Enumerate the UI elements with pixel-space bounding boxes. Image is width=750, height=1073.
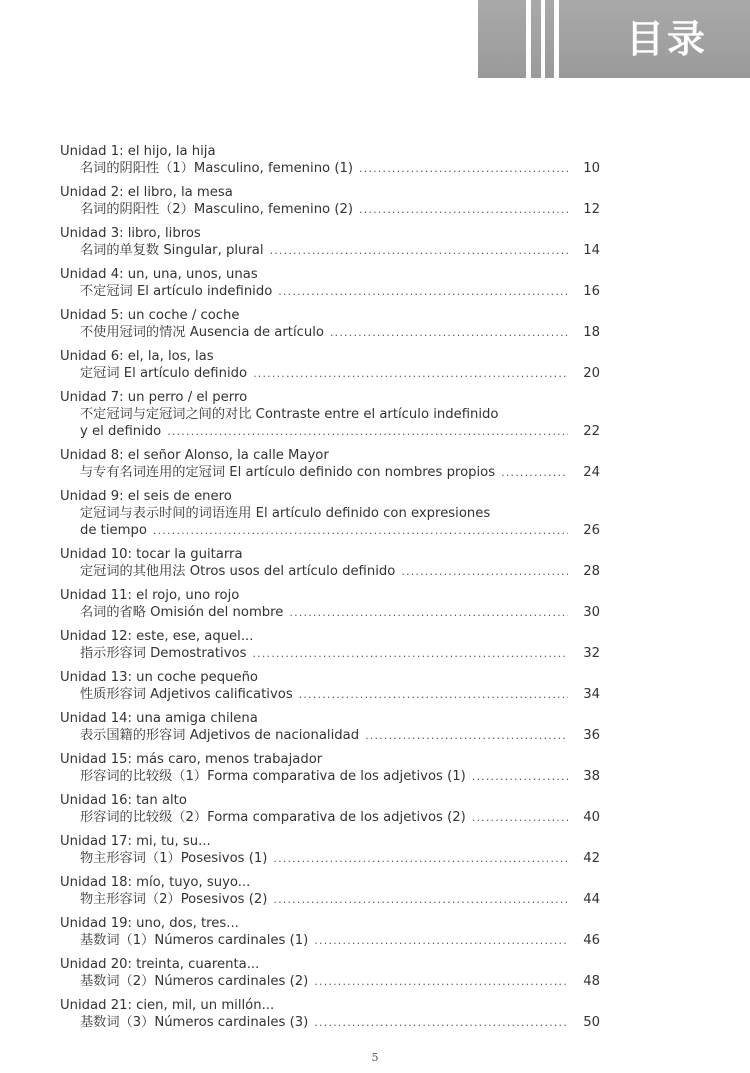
toc-entry[interactable] <box>60 751 600 785</box>
toc-entry[interactable] <box>60 669 600 703</box>
toc-page-number: 24 <box>583 465 600 480</box>
header-stripe <box>526 0 531 78</box>
toc-subtitle-text: 名词的阴阳性（2）Masculino, femenino (2) <box>80 202 354 217</box>
toc-subtitle-line <box>60 973 600 990</box>
dot-leader <box>359 160 568 177</box>
toc-entry[interactable] <box>60 488 600 539</box>
toc-page-number: 12 <box>583 202 600 217</box>
toc-entry[interactable] <box>60 389 600 440</box>
toc-page-number: 46 <box>583 933 600 948</box>
header-stripe <box>541 0 545 78</box>
dot-leader <box>330 324 568 341</box>
toc-unit-title: Unidad 2: el libro, la mesa <box>60 185 233 200</box>
toc-unit-title: Unidad 12: este, ese, aquel... <box>60 629 254 644</box>
toc-page-number: 48 <box>583 974 600 989</box>
toc-entry[interactable] <box>60 225 600 259</box>
toc-unit-title: Unidad 21: cien, mil, un millón... <box>60 998 275 1013</box>
toc-subtitle-line <box>60 406 600 423</box>
toc-entry[interactable] <box>60 956 600 990</box>
toc-subtitle-line <box>60 850 600 867</box>
toc-unit-title: Unidad 5: un coche / coche <box>60 308 240 323</box>
toc-subtitle-text: de tiempo <box>80 523 147 538</box>
toc-subtitle-text: 基数词（1）Números cardinales (1) <box>80 933 309 948</box>
toc-subtitle-line <box>60 242 600 259</box>
toc-page-number: 50 <box>583 1015 600 1030</box>
toc-subtitle-line <box>60 464 600 481</box>
toc-subtitle-text: 名词的单复数 Singular, plural <box>80 243 264 258</box>
toc-page-number: 16 <box>583 284 600 299</box>
dot-leader <box>167 423 568 440</box>
toc-page-number: 14 <box>583 243 600 258</box>
dot-leader <box>273 850 568 867</box>
toc-subtitle-text: 性质形容词 Adjetivos calificativos <box>80 687 293 702</box>
dot-leader <box>289 604 568 621</box>
toc-entry[interactable] <box>60 307 600 341</box>
toc-page-number: 28 <box>583 564 600 579</box>
toc-subtitle-text: 名词的省略 Omisión del nombre <box>80 605 284 620</box>
toc-subtitle-text: y el definido <box>80 424 162 439</box>
toc-entry[interactable] <box>60 833 600 867</box>
toc-subtitle-text: 不使用冠词的情况 Ausencia de artículo <box>80 325 324 340</box>
toc-subtitle-text: 不定冠词 El artículo indefinido <box>80 284 273 299</box>
toc-subtitle-line <box>60 768 600 785</box>
toc-page-number: 34 <box>583 687 600 702</box>
dot-leader <box>273 891 568 908</box>
toc-subtitle-text: 物主形容词（2）Posesivos (2) <box>80 892 268 907</box>
toc-subtitle-line <box>60 645 600 662</box>
toc-subtitle-text: 指示形容词 Demostrativos <box>80 646 247 661</box>
toc-unit-title: Unidad 6: el, la, los, las <box>60 349 214 364</box>
toc-unit-title: Unidad 10: tocar la guitarra <box>60 547 243 562</box>
toc-subtitle-text: 不定冠词与定冠词之间的对比 Contraste entre el artículo indefinido <box>80 407 499 422</box>
toc-entry[interactable] <box>60 792 600 826</box>
toc-unit-title: Unidad 1: el hijo, la hija <box>60 144 216 159</box>
toc-unit-title: Unidad 4: un, una, unos, unas <box>60 267 258 282</box>
dot-leader <box>359 201 568 218</box>
toc-entry[interactable] <box>60 266 600 300</box>
toc-unit-title: Unidad 11: el rojo, uno rojo <box>60 588 240 603</box>
toc-subtitle-text: 基数词（2）Números cardinales (2) <box>80 974 309 989</box>
toc-entry[interactable] <box>60 184 600 218</box>
toc-unit-title: Unidad 20: treinta, cuarenta... <box>60 957 260 972</box>
toc-page-number: 20 <box>583 366 600 381</box>
dot-leader <box>278 283 568 300</box>
dot-leader <box>365 727 568 744</box>
toc-unit-title: Unidad 7: un perro / el perro <box>60 390 248 405</box>
toc-subtitle-line <box>60 505 600 522</box>
toc-subtitle-text: 表示国籍的形容词 Adjetivos de nacionalidad <box>80 728 360 743</box>
toc-page-number: 36 <box>583 728 600 743</box>
toc-unit-title: Unidad 14: una amiga chilena <box>60 711 258 726</box>
toc-unit-title: Unidad 17: mi, tu, su... <box>60 834 211 849</box>
dot-leader <box>299 686 568 703</box>
toc-page-number: 32 <box>583 646 600 661</box>
toc-unit-title: Unidad 16: tan alto <box>60 793 187 808</box>
page-title: 目录 <box>625 17 708 61</box>
toc-unit-title: Unidad 13: un coche pequeño <box>60 670 258 685</box>
toc-subtitle-line <box>60 604 600 621</box>
toc-entry[interactable] <box>60 348 600 382</box>
toc-page-number: 42 <box>583 851 600 866</box>
toc-page-number: 30 <box>583 605 600 620</box>
toc-entry[interactable] <box>60 628 600 662</box>
dot-leader <box>153 522 568 539</box>
toc-entry[interactable] <box>60 710 600 744</box>
header-stripe <box>554 0 559 78</box>
toc-unit-title: Unidad 19: uno, dos, tres... <box>60 916 239 931</box>
toc-subtitle-text: 物主形容词（1）Posesivos (1) <box>80 851 268 866</box>
dot-leader <box>252 645 568 662</box>
toc-unit-title: Unidad 18: mío, tuyo, suyo... <box>60 875 251 890</box>
dot-leader <box>314 932 568 949</box>
table-of-contents <box>60 143 600 1038</box>
toc-subtitle-line <box>60 686 600 703</box>
toc-entry[interactable] <box>60 143 600 177</box>
toc-page-number: 40 <box>583 810 600 825</box>
toc-entry[interactable] <box>60 997 600 1031</box>
toc-subtitle-text: 与专有名词连用的定冠词 El artículo definido con nombres propios <box>80 465 496 480</box>
toc-page-number: 44 <box>583 892 600 907</box>
dot-leader <box>401 563 568 580</box>
toc-subtitle-line <box>60 423 600 440</box>
toc-subtitle-line <box>60 324 600 341</box>
toc-page-number: 10 <box>583 161 600 176</box>
dot-leader <box>472 768 568 785</box>
dot-leader <box>314 973 568 990</box>
toc-entry[interactable] <box>60 874 600 908</box>
toc-entry[interactable] <box>60 546 600 580</box>
toc-subtitle-line <box>60 727 600 744</box>
toc-subtitle-line <box>60 201 600 218</box>
dot-leader <box>501 464 568 481</box>
dot-leader <box>253 365 568 382</box>
toc-unit-title: Unidad 8: el señor Alonso, la calle Mayor <box>60 448 329 463</box>
toc-subtitle-text: 基数词（3）Números cardinales (3) <box>80 1015 309 1030</box>
toc-unit-title: Unidad 9: el seis de enero <box>60 489 232 504</box>
toc-subtitle-line <box>60 283 600 300</box>
toc-entry[interactable] <box>60 915 600 949</box>
toc-page-number: 22 <box>583 424 600 439</box>
toc-subtitle-line <box>60 160 600 177</box>
toc-subtitle-line <box>60 365 600 382</box>
dot-leader <box>314 1014 568 1031</box>
toc-page-number: 38 <box>583 769 600 784</box>
toc-subtitle-text: 名词的阴阳性（1）Masculino, femenino (1) <box>80 161 354 176</box>
toc-unit-title: Unidad 3: libro, libros <box>60 226 201 241</box>
toc-unit-title: Unidad 15: más caro, menos trabajador <box>60 752 323 767</box>
toc-subtitle-text: 形容词的比较级（1）Forma comparativa de los adjetivos (1) <box>80 769 466 784</box>
toc-page-number: 18 <box>583 325 600 340</box>
dot-leader <box>270 242 568 259</box>
toc-subtitle-line <box>60 1014 600 1031</box>
toc-subtitle-text: 定冠词的其他用法 Otros usos del artículo definido <box>80 564 396 579</box>
toc-subtitle-text: 形容词的比较级（2）Forma comparativa de los adjetivos (2) <box>80 810 466 825</box>
toc-subtitle-line <box>60 809 600 826</box>
toc-entry[interactable] <box>60 587 600 621</box>
toc-subtitle-line <box>60 891 600 908</box>
toc-subtitle-text: 定冠词与表示时间的词语连用 El artículo definido con expresiones <box>80 506 491 521</box>
toc-subtitle-line <box>60 522 600 539</box>
page-number: 5 <box>371 1051 379 1064</box>
dot-leader <box>472 809 568 826</box>
toc-subtitle-text: 定冠词 El artículo definido <box>80 366 248 381</box>
toc-entry[interactable] <box>60 447 600 481</box>
toc-page-number: 26 <box>583 523 600 538</box>
toc-subtitle-line <box>60 563 600 580</box>
toc-subtitle-line <box>60 932 600 949</box>
header-band <box>478 0 750 78</box>
